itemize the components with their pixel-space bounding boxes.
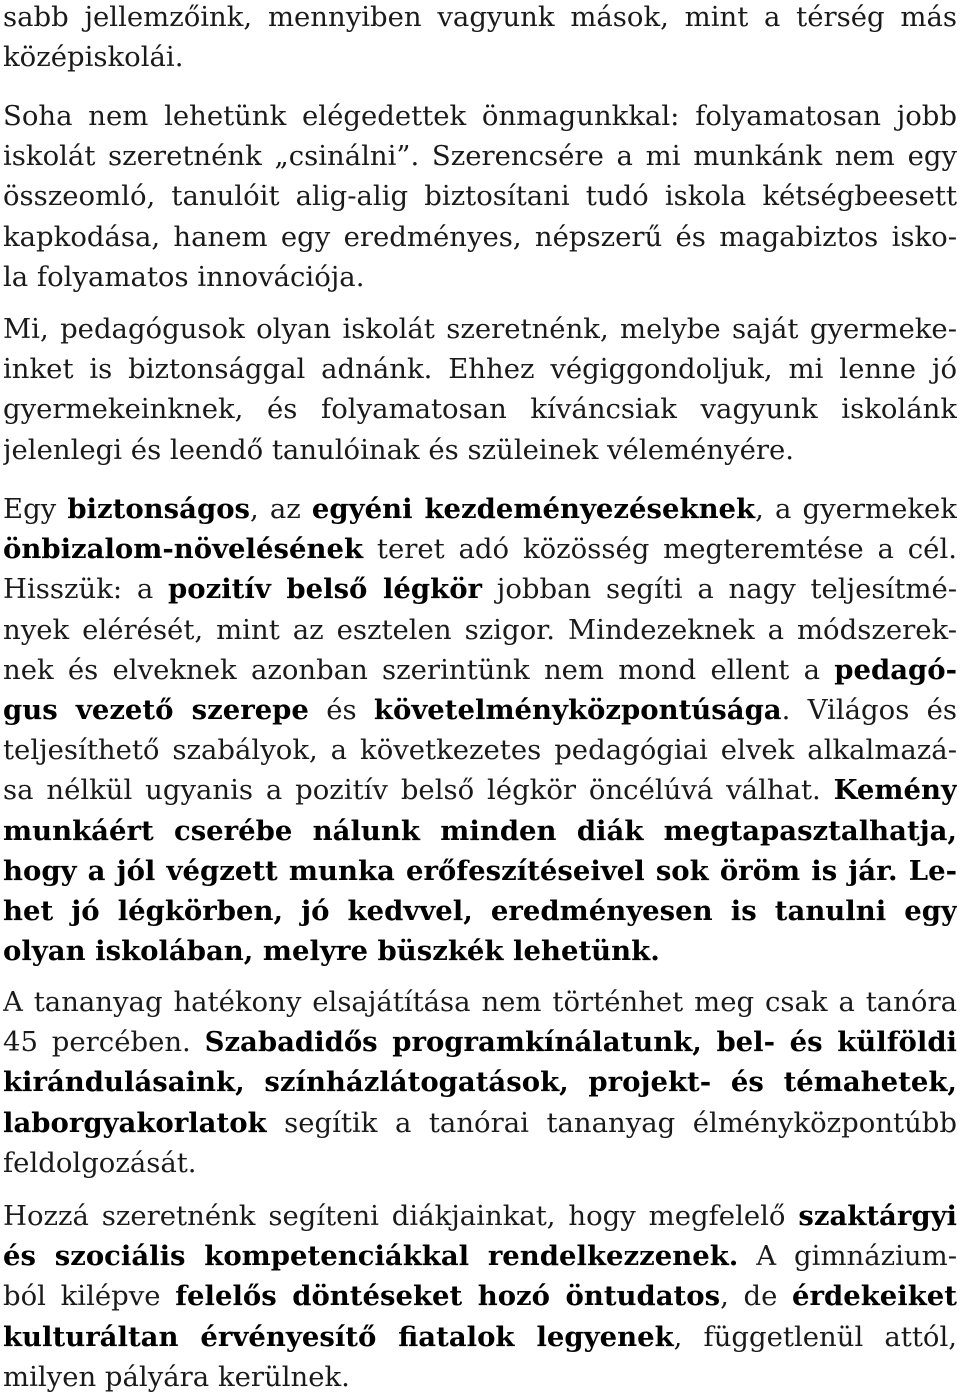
text-line (3, 1357, 957, 1397)
bold-text: Szabadidős programkínálatunk, bel- és külföldi (204, 1026, 957, 1059)
bold-text: laborgyakorlatok (3, 1106, 267, 1139)
text-line (3, 257, 957, 297)
paragraph-intro-end (3, 0, 957, 77)
bold-text: egyéni kezdeményezéseknek (311, 493, 756, 525)
bold-text: olyan iskolában, melyre büszkék lehetünk. (3, 935, 660, 968)
text-segment: középiskolái. (3, 41, 184, 74)
text-segment: Egy (3, 493, 68, 525)
text-segment: sa nélkül ugyanis a pozitív belső légkör öncélúvá válhat. (3, 774, 834, 807)
text-segment: összeomló, tanulóit alig-alig biztosítani tudó iskola kétségbeesett (3, 180, 957, 213)
text-line (3, 37, 957, 77)
text-line (3, 1103, 957, 1143)
text-segment: nyek elérését, mint az esztelen szigor. Mindezeknek a módszerek- (3, 613, 957, 646)
paragraph-atmosphere (3, 489, 957, 971)
text-line (3, 690, 957, 730)
text-segment: segítik a tanórai tananyag élményközpontúbb (266, 1106, 957, 1139)
text-line (3, 136, 957, 176)
bold-text: het jó légkörben, jó kedvvel, eredményesen is tanulni egy (3, 894, 957, 927)
text-segment: A tananyag hatékony elsajátítása nem történhet meg csak a tanóra (3, 986, 957, 1018)
text-line (3, 1317, 957, 1357)
text-segment: milyen pályára kerülnek. (3, 1360, 350, 1393)
text-line (3, 811, 957, 851)
text-segment: teret adó közösség megteremtése a cél. (363, 533, 957, 566)
bold-text: hogy a jól végzett munka erőfeszítéseivel sok öröm is jár. Le- (3, 854, 957, 887)
text-line (3, 730, 957, 770)
bold-text: Kemény (833, 774, 957, 807)
bold-text: önbizalom-növelésének (3, 533, 364, 566)
text-line (3, 650, 957, 690)
text-line (3, 349, 957, 389)
bold-text: kirándulásaink, színházlátogatások, projekt- és témahetek, (3, 1066, 957, 1099)
bold-text: pozitív belső légkör (168, 573, 483, 606)
bold-text: munkáért cserébe nálunk minden diák megtapasztalhatja, (3, 814, 957, 847)
text-segment: . Világos és (781, 693, 957, 726)
bold-text: és szociális kompetenciákkal rendelkezzenek. (3, 1240, 739, 1273)
text-segment: nek és elveknek azonban szerintünk nem mond ellent a (3, 653, 835, 686)
text-line (3, 851, 957, 891)
bold-text: gus vezető szerepe (3, 693, 309, 726)
text-line (3, 931, 957, 971)
text-line (3, 1276, 957, 1316)
bold-text: követelményközpontúsága (373, 693, 782, 726)
text-line (3, 96, 957, 136)
text-line (3, 770, 957, 810)
paragraph-teachers (3, 309, 957, 470)
text-segment: Hozzá szeretnénk segíteni diákjainkat, hogy megfelelő (3, 1200, 799, 1232)
text-segment: , függetlenül attól, (673, 1320, 957, 1353)
text-segment: ból kilépve (3, 1280, 176, 1313)
text-segment: inket is biztonsággal adnánk. Ehhez végiggondoljuk, mi lenne jó (3, 353, 957, 386)
text-segment: la folyamatos innovációja. (3, 260, 365, 293)
bold-text: szaktárgyi (798, 1200, 957, 1232)
text-segment: teljesíthető szabályok, a következetes pedagógiai elvek alkalmazá- (3, 734, 957, 767)
text-segment: Soha nem lehetünk elégedettek önmagunkkal: folyamatosan jobb (3, 100, 957, 132)
bold-text: pedagó- (834, 653, 957, 686)
text-line (3, 1196, 957, 1236)
bold-text: kulturáltan érvényesítő fiatalok legyenek (3, 1320, 674, 1353)
text-segment: sabb jellemzőink, mennyiben vagyunk mások, mint a térség más (3, 1, 957, 33)
text-line (3, 569, 957, 609)
text-segment: Mi, pedagógusok olyan iskolát szeretnénk, melybe saját gyermeke- (3, 313, 957, 345)
text-segment: jelenlegi és leendő tanulóinak és szüleinek véleményére. (3, 433, 795, 466)
text-segment: 45 percében. (3, 1026, 205, 1059)
text-line (3, 529, 957, 569)
paragraph-innovation (3, 96, 957, 297)
text-line (3, 891, 957, 931)
text-line (3, 610, 957, 650)
text-segment: feldolgozását. (3, 1146, 197, 1179)
text-segment: jobban segíti a nagy teljesítmé- (482, 573, 957, 606)
text-line (3, 430, 957, 470)
text-line (3, 1236, 957, 1276)
text-line (3, 489, 957, 529)
bold-text: érdekeiket (792, 1280, 957, 1313)
text-segment: , az (250, 493, 312, 525)
text-segment: Hisszük: a (3, 573, 169, 606)
text-line (3, 1143, 957, 1183)
text-line (3, 217, 957, 257)
text-segment: és (308, 693, 374, 726)
text-segment: kapkodása, hanem egy eredményes, népszerű és magabiztos isko- (3, 220, 957, 253)
text-segment: , de (720, 1280, 793, 1313)
text-segment: iskolát szeretnénk „csinálni”. Szerencsére a mi munkánk nem egy (3, 140, 957, 173)
text-line (3, 1022, 957, 1062)
text-line (3, 176, 957, 216)
text-segment: , a gyermekek (755, 493, 957, 525)
paragraph-competencies (3, 1196, 957, 1397)
text-line (3, 982, 957, 1022)
paragraph-programs (3, 982, 957, 1183)
text-line (3, 309, 957, 349)
text-segment: A gimnázium- (738, 1240, 957, 1273)
text-line (3, 0, 957, 37)
text-line (3, 1062, 957, 1102)
bold-text: felelős döntéseket hozó öntudatos (175, 1280, 721, 1313)
bold-text: biztonságos (67, 493, 251, 525)
text-segment: gyermekeinknek, és folyamatosan kíváncsiak vagyunk iskolánk (3, 393, 957, 426)
text-line (3, 389, 957, 429)
